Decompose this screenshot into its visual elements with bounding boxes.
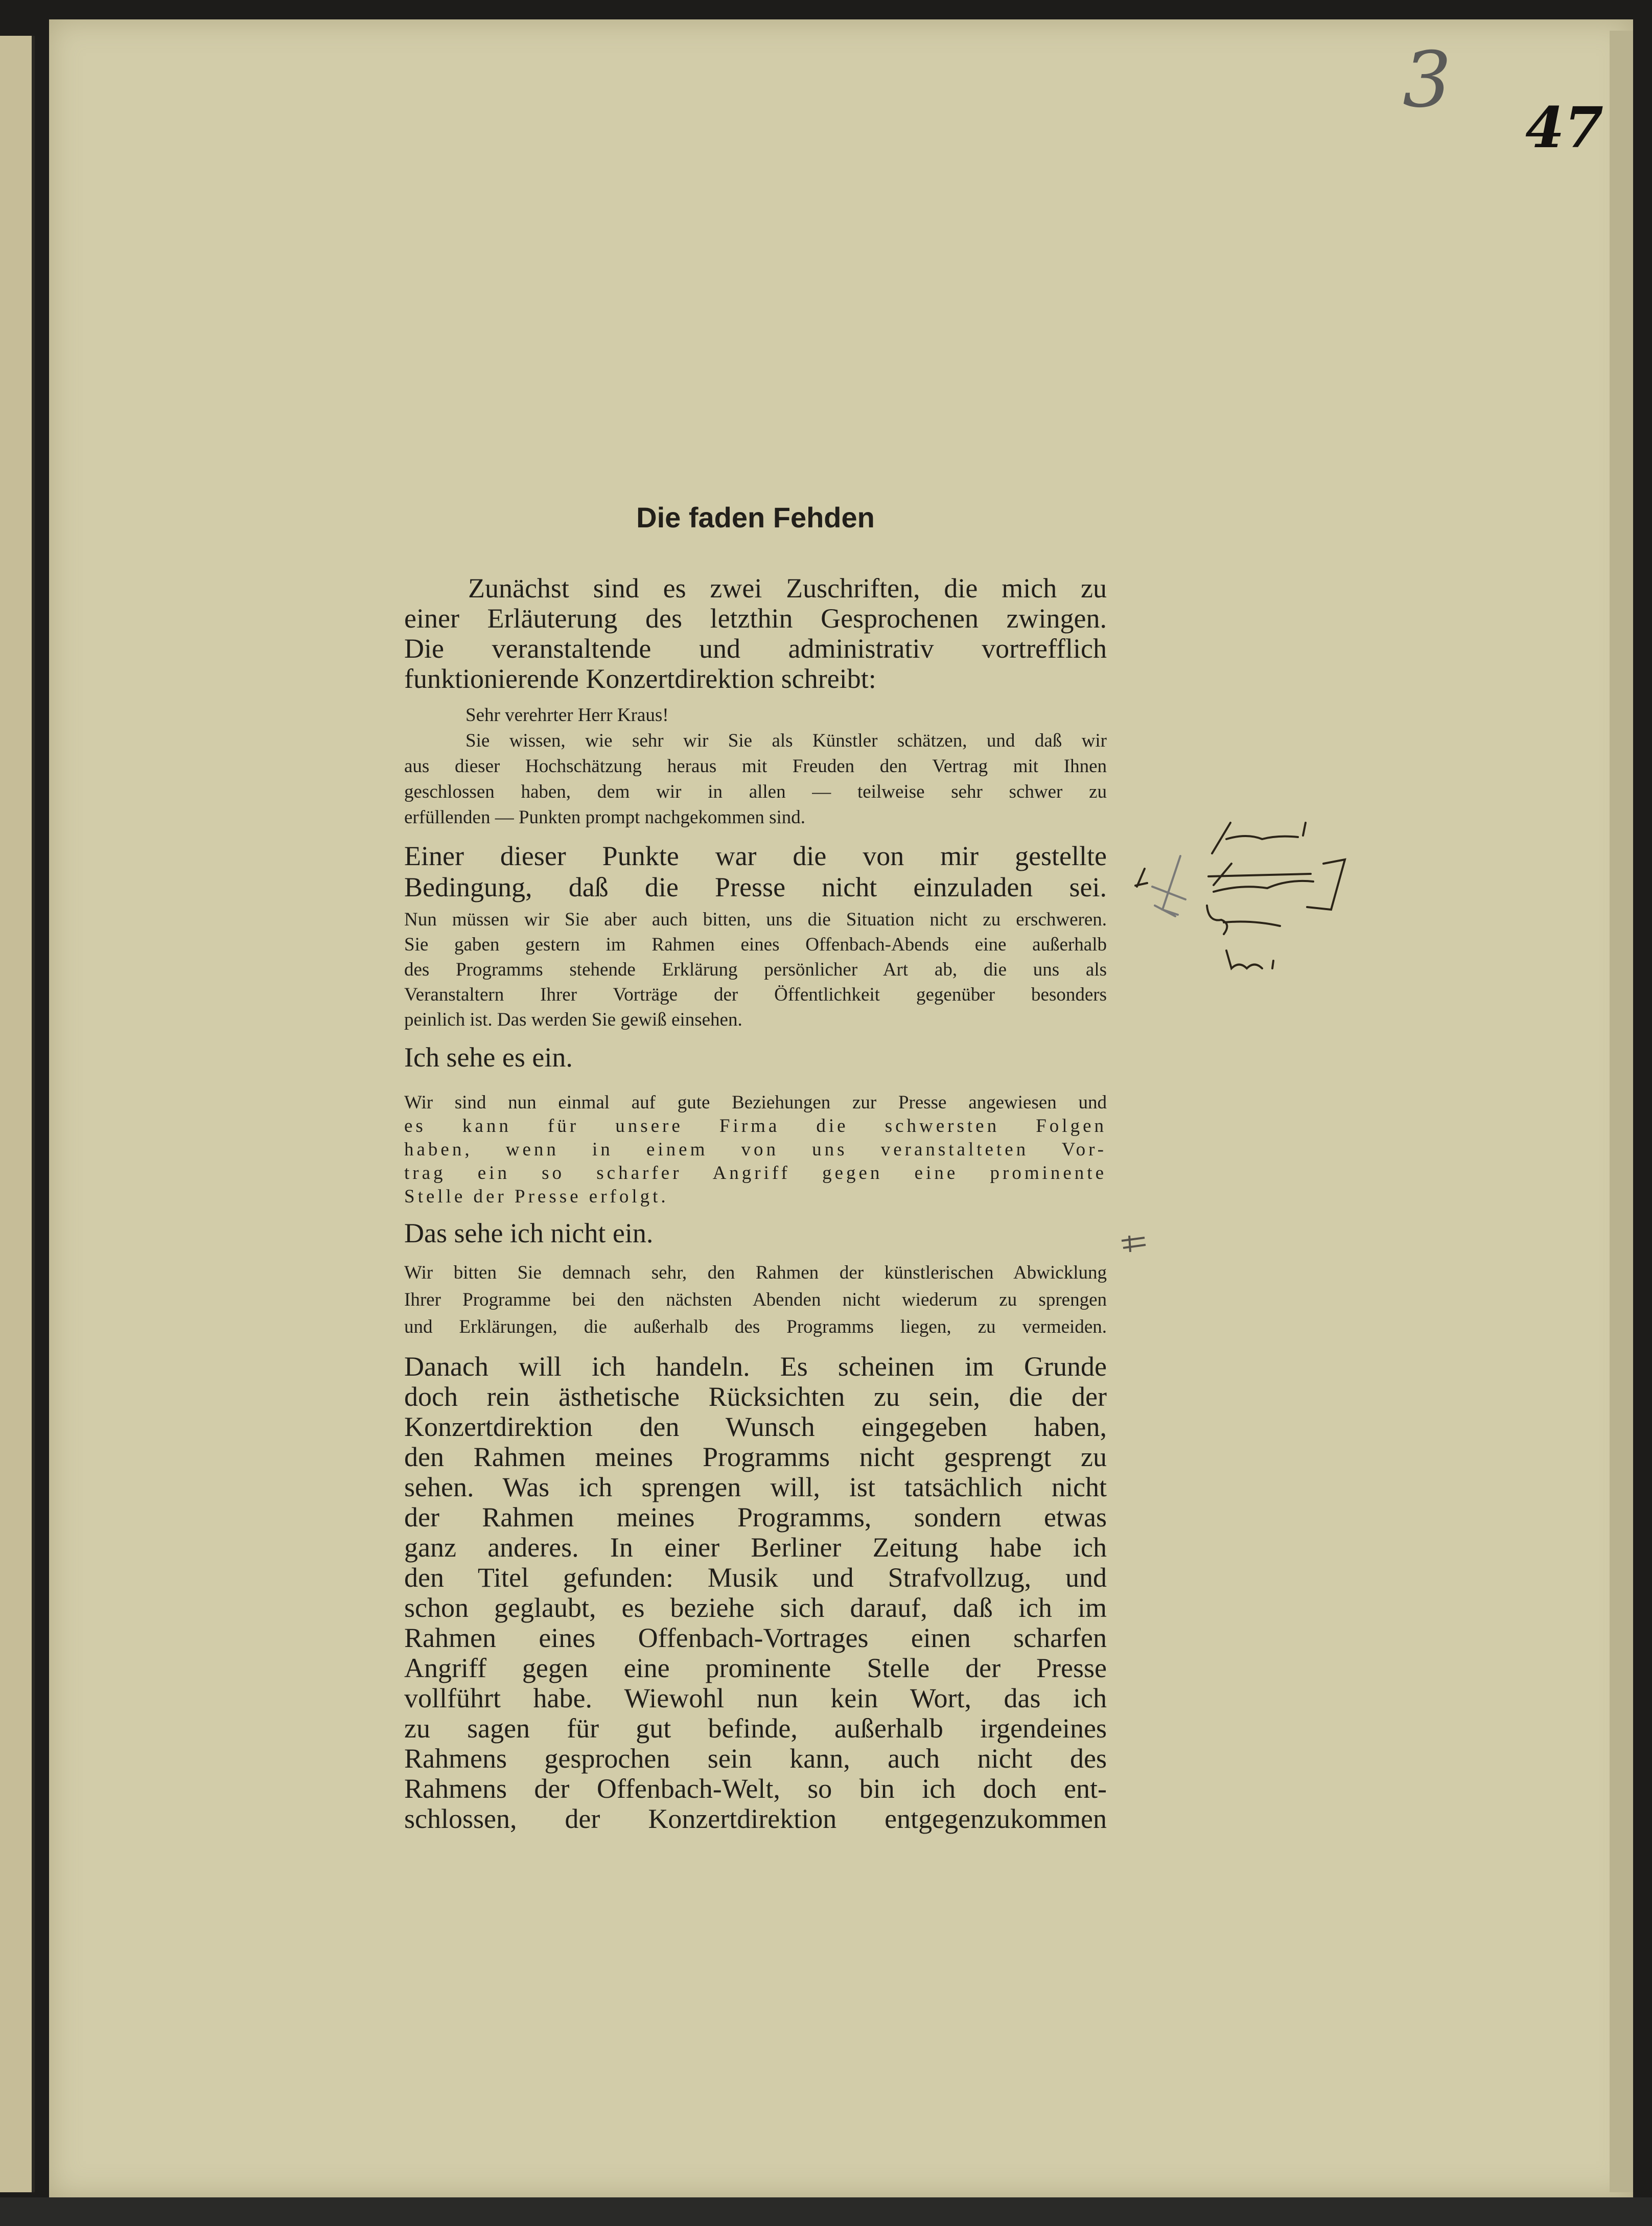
handwritten-margin-annotation <box>1124 792 1380 996</box>
paragraph-1 <box>404 573 1107 694</box>
text-line: Bedingung, daß die Presse nicht einzuladen sei. <box>404 872 1107 902</box>
text-line: vollführt habe. Wiewohl nun kein Wort, das ich <box>404 1683 1107 1713</box>
text-line: geschlossen haben, dem wir in allen — teilweise sehr schwer zu <box>404 781 1107 802</box>
text-line: sehen. Was ich sprengen will, ist tatsächlich nicht <box>404 1472 1107 1502</box>
text-line: doch rein ästhetische Rücksichten zu sein, die der <box>404 1381 1107 1412</box>
text-line: Sie wissen, wie sehr wir Sie als Künstler schätzen, und daß wir <box>466 730 1107 751</box>
quoted-letter-4 <box>404 1259 1107 1340</box>
text-line: Wir bitten Sie demnach sehr, den Rahmen der künstlerischen Abwicklung <box>404 1262 1107 1283</box>
text-line: Danach will ich handeln. Es scheinen im Grunde <box>404 1351 1107 1382</box>
text-line: Einer dieser Punkte war die von mir gestellte <box>404 841 1107 871</box>
quoted-letter-1 <box>404 703 1107 830</box>
paragraph-2 <box>404 841 1107 903</box>
text-line: Rahmens der Offenbach-Welt, so bin ich doch ent- <box>404 1773 1107 1804</box>
text-line: erfüllenden — Punkten prompt nachgekommen sind. <box>404 807 806 828</box>
text-line: Rahmen eines Offenbach-Vortrages einen scharfen <box>404 1622 1107 1653</box>
text-line: Sie gaben gestern im Rahmen eines Offenbach-Abends eine außerhalb <box>404 934 1107 955</box>
text-line: Das sehe ich nicht ein. <box>404 1218 654 1248</box>
text-line: der Rahmen meines Programms, sondern etwas <box>404 1502 1107 1533</box>
text-line: ganz anderes. In einer Berliner Zeitung habe ich <box>404 1532 1107 1563</box>
text-line: aus dieser Hochschätzung heraus mit Freuden den Vertrag mit Ihnen <box>404 756 1107 777</box>
quoted-letter-3 <box>404 1091 1107 1209</box>
paragraph-5 <box>404 1352 1107 1834</box>
text-line: Zunächst sind es zwei Zuschriften, die mich zu <box>468 573 1107 604</box>
text-line: und Erklärungen, die außerhalb des Programms liegen, zu vermeiden. <box>404 1316 1107 1337</box>
paragraph-3 <box>404 1042 1107 1073</box>
page-edge-right <box>1610 31 1633 2192</box>
text-line: einer Erläuterung des letzthin Gesprochenen zwingen. <box>404 603 1107 634</box>
page-title: Die faden Fehden <box>636 501 875 534</box>
text-line: Die veranstaltende und administrativ vortrefflich <box>404 633 1107 664</box>
text-line: trag ein so scharfer Angriff gegen eine prominente <box>404 1163 1107 1184</box>
text-line: Stelle der Presse erfolgt. <box>404 1186 669 1207</box>
text-line: schlossen, der Konzertdirektion entgegenzukommen <box>404 1803 1107 1834</box>
text-line: es kann für unsere Firma die schwersten Folgen <box>404 1116 1107 1137</box>
adjacent-page-edge <box>0 36 35 2192</box>
text-line: peinlich ist. Das werden Sie gewiß einsehen. <box>404 1009 742 1030</box>
text-line: Sehr verehrter Herr Kraus! <box>466 705 669 726</box>
text-line: zu sagen für gut befinde, außerhalb irgendeines <box>404 1713 1107 1744</box>
text-line: funktionierende Konzertdirektion schreibt: <box>404 663 876 694</box>
scan-background <box>0 2197 1652 2226</box>
text-line: schon geglaubt, es beziehe sich darauf, daß ich im <box>404 1592 1107 1623</box>
text-line: Ich sehe es ein. <box>404 1042 573 1073</box>
text-line: des Programms stehende Erklärung persönlicher Art ab, die uns als <box>404 959 1107 980</box>
text-line: Ihrer Programme bei den nächsten Abenden nicht wiederum zu sprengen <box>404 1289 1107 1310</box>
quoted-letter-2 <box>404 907 1107 1032</box>
text-line: haben, wenn in einem von uns veranstalteten Vor- <box>404 1139 1107 1160</box>
text-line: den Rahmen meines Programms nicht gesprengt zu <box>404 1442 1107 1472</box>
text-line: Nun müssen wir Sie aber auch bitten, uns die Situation nicht zu erschweren. <box>404 909 1107 930</box>
text-line: Wir sind nun einmal auf gute Beziehungen zur Presse angewiesen und <box>404 1092 1107 1113</box>
text-line: Veranstaltern Ihrer Vorträge der Öffentlichkeit gegenüber besonders <box>404 984 1107 1005</box>
text-line: Konzertdirektion den Wunsch eingegeben haben, <box>404 1411 1107 1442</box>
text-line: den Titel gefunden: Musik und Strafvollzug, und <box>404 1562 1107 1593</box>
text-line: Angriff gegen eine prominente Stelle der Presse <box>404 1653 1107 1683</box>
paragraph-4 <box>404 1218 1107 1248</box>
folio-number: 47 <box>1525 95 1604 160</box>
text-line: Rahmens gesprochen sein kann, auch nicht des <box>404 1743 1107 1774</box>
pencil-page-number: 3 <box>1403 36 1452 125</box>
margin-mark <box>1119 1232 1150 1257</box>
